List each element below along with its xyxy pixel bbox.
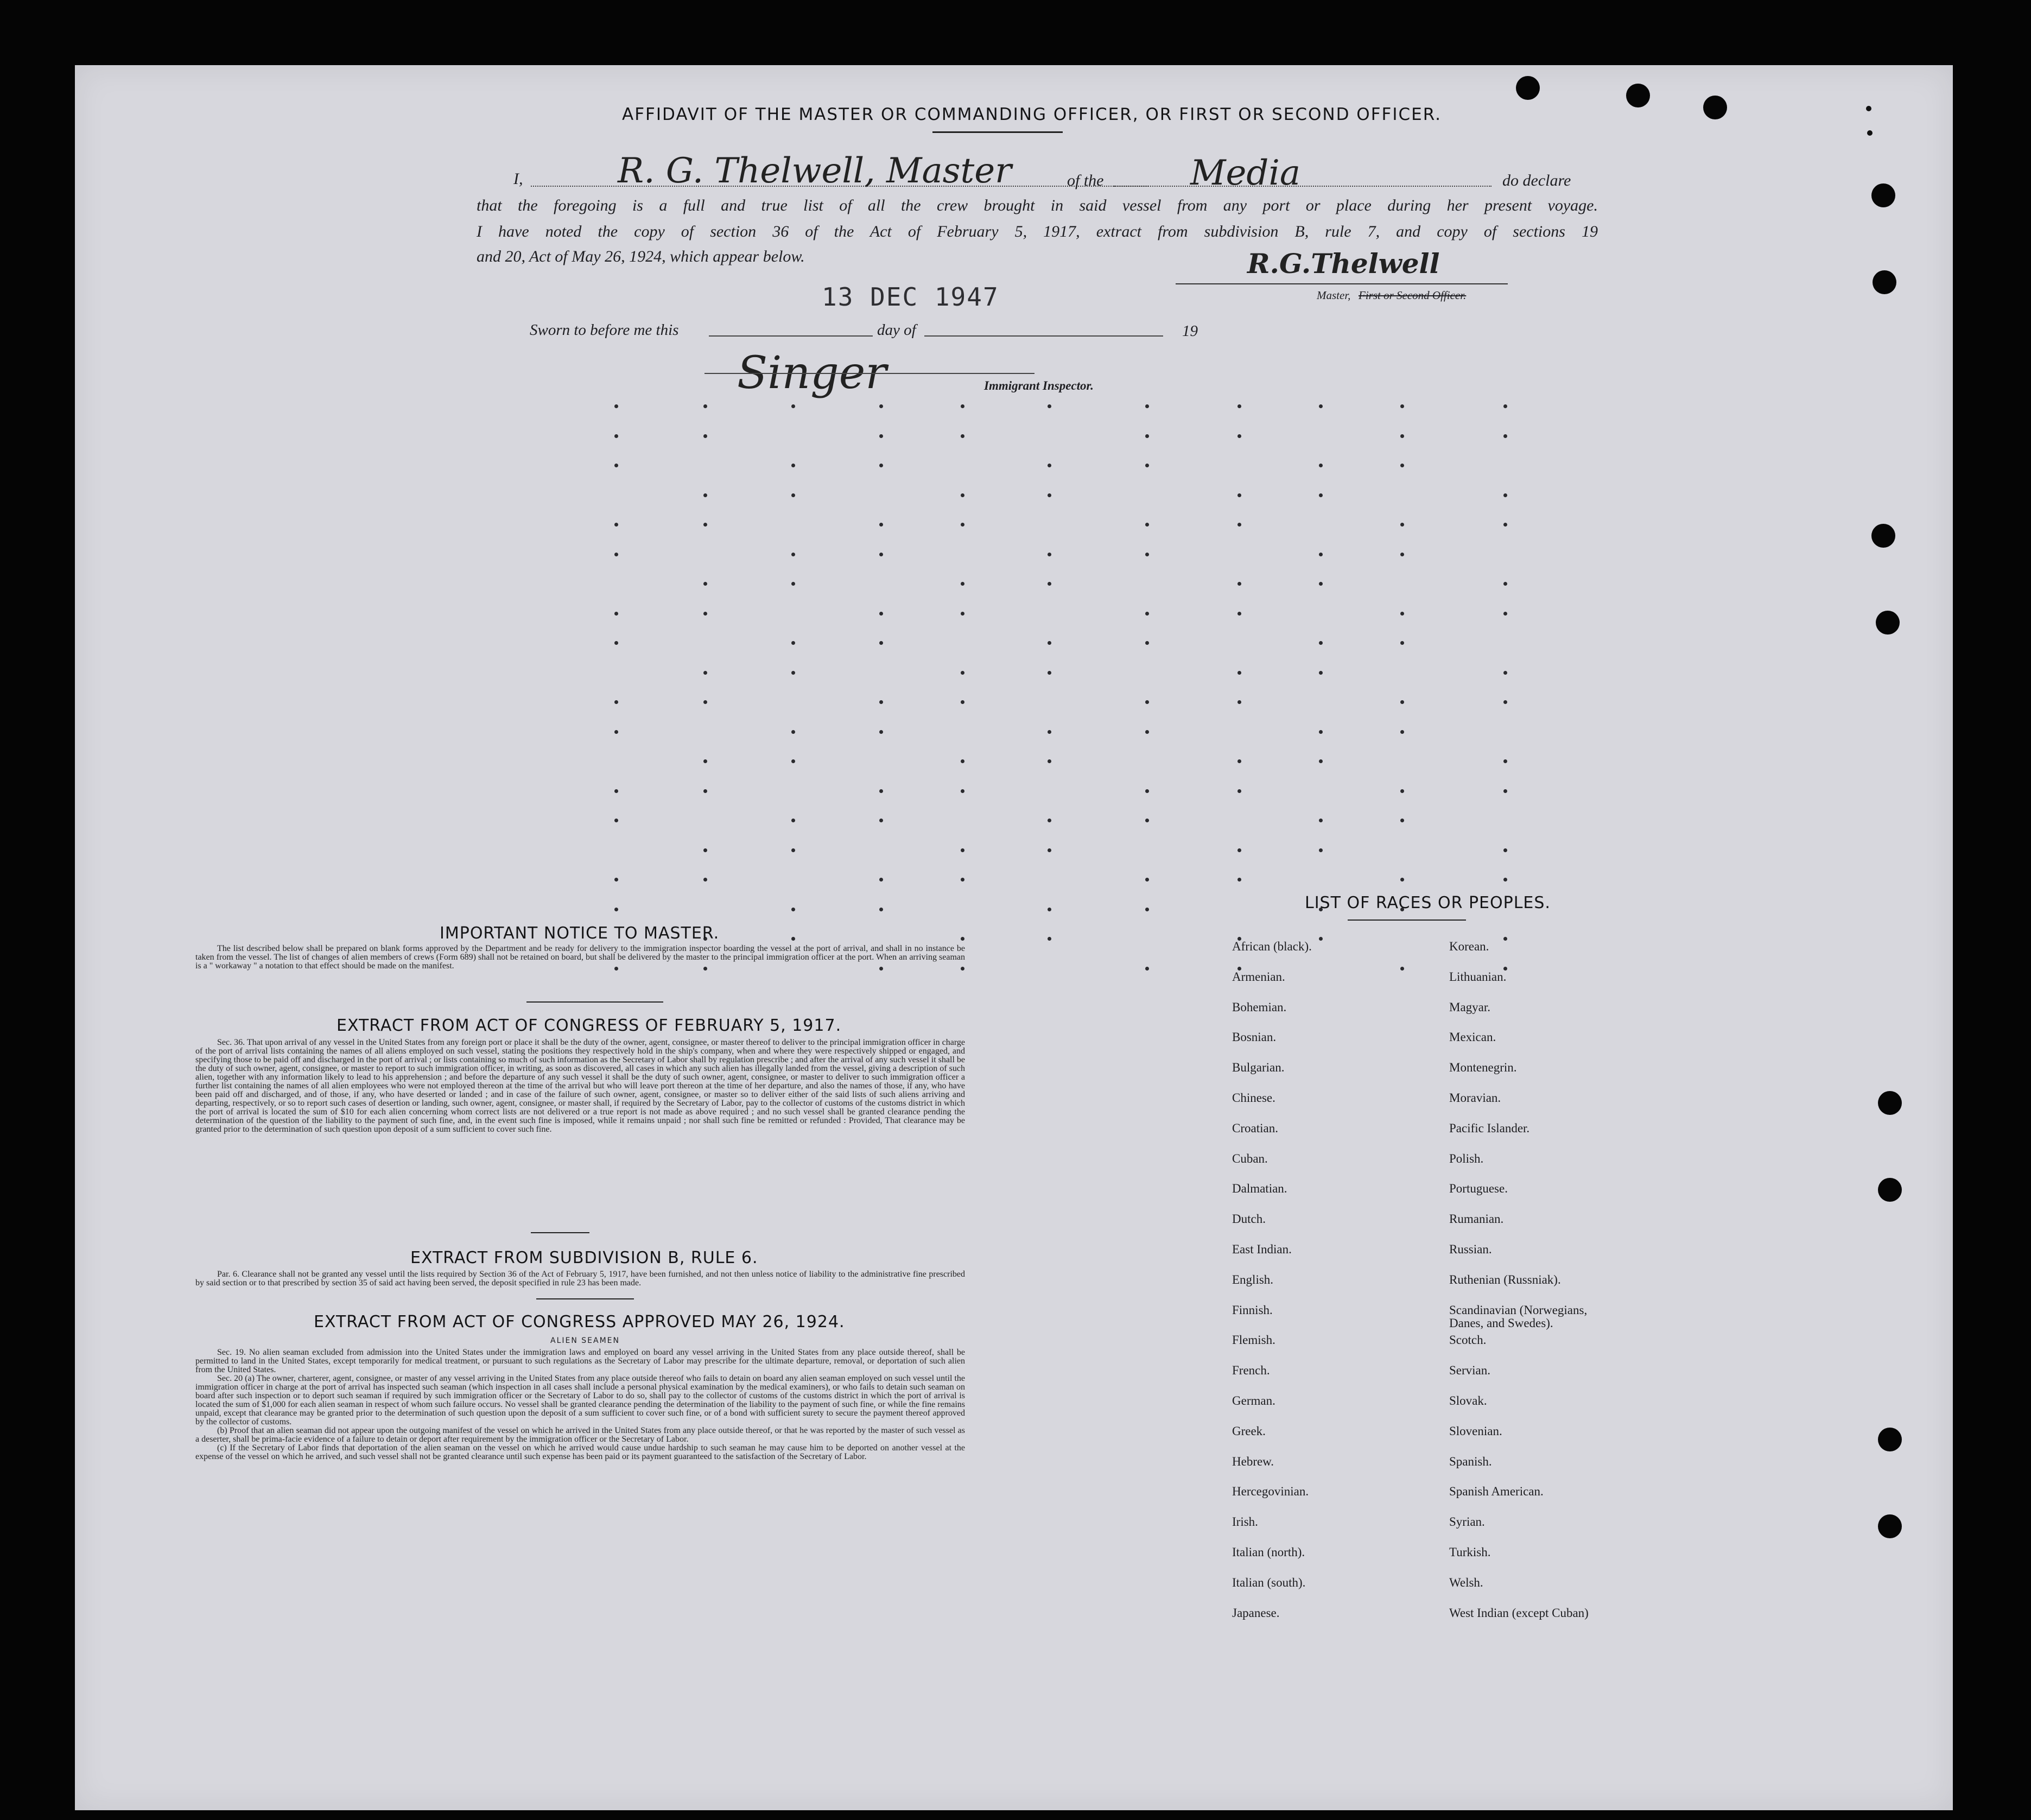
guide-dot bbox=[1400, 464, 1404, 467]
guide-dot bbox=[1237, 671, 1241, 675]
guide-dot bbox=[1145, 523, 1149, 527]
sworn-text: Sworn to before me this bbox=[530, 321, 679, 339]
guide-dot bbox=[614, 434, 618, 438]
races-left-column bbox=[1232, 940, 1427, 1637]
race-item: Greek. bbox=[1232, 1424, 1266, 1438]
race-item: Croatian. bbox=[1232, 1121, 1278, 1135]
punch-hole bbox=[1516, 76, 1540, 100]
guide-dot bbox=[879, 404, 883, 408]
punch-hole bbox=[1878, 1428, 1902, 1451]
race-item: Russian. bbox=[1449, 1242, 1492, 1256]
guide-dot bbox=[791, 641, 795, 645]
race-item: Mexican. bbox=[1449, 1030, 1496, 1044]
punch-hole bbox=[1878, 1178, 1902, 1202]
handwritten-vessel-name: Media bbox=[1190, 153, 1300, 193]
extract-1917-title: EXTRACT FROM ACT OF CONGRESS OF FEBRUARY 5, 1917. bbox=[337, 1016, 842, 1035]
guide-dot bbox=[1145, 730, 1149, 734]
guide-dot bbox=[1048, 937, 1051, 941]
race-item: Lithuanian. bbox=[1449, 969, 1507, 984]
inspector-caption: Immigrant Inspector. bbox=[984, 379, 1094, 392]
guide-dot bbox=[1237, 582, 1241, 586]
rule-6-title: EXTRACT FROM SUBDIVISION B, RULE 6. bbox=[410, 1248, 758, 1267]
guide-dot bbox=[1319, 553, 1323, 556]
guide-dot bbox=[1400, 819, 1404, 822]
guide-dot bbox=[1503, 759, 1507, 763]
guide-dot bbox=[879, 612, 883, 616]
guide-dot bbox=[961, 523, 964, 527]
guide-dot bbox=[791, 848, 795, 852]
race-item: Bulgarian. bbox=[1232, 1061, 1285, 1075]
guide-dot bbox=[1503, 582, 1507, 586]
affidavit-body-line-2: I have noted the copy of section 36 of the Act of February 5, 1917, extract from subdivision B, rule 7, and copy of sections 19 bbox=[477, 223, 1598, 240]
guide-dot bbox=[1319, 582, 1323, 586]
race-item: Flemish. bbox=[1232, 1333, 1275, 1347]
guide-dot bbox=[1400, 612, 1404, 616]
guide-dot bbox=[1237, 878, 1241, 882]
race-item: Servian. bbox=[1449, 1364, 1491, 1378]
guide-dot bbox=[879, 434, 883, 438]
guide-dot bbox=[791, 582, 795, 586]
race-item: Armenian. bbox=[1232, 969, 1285, 984]
guide-dot bbox=[791, 937, 795, 941]
guide-dot bbox=[1048, 819, 1051, 822]
guide-dot bbox=[1237, 848, 1241, 852]
punch-hole bbox=[1871, 183, 1895, 207]
guide-dot bbox=[961, 493, 964, 497]
extract-1917-text bbox=[195, 1038, 965, 1134]
guide-dot bbox=[1048, 848, 1051, 852]
race-item: Dutch. bbox=[1232, 1212, 1266, 1226]
master-signature: R.G.Thelwell bbox=[1247, 248, 1440, 280]
race-item: Scandinavian (Norwegians, Danes, and Swedes). bbox=[1449, 1303, 1588, 1330]
race-item: Rumanian. bbox=[1449, 1212, 1504, 1226]
inspector-signature: Singer bbox=[737, 347, 887, 399]
guide-dot bbox=[791, 730, 795, 734]
guide-dot bbox=[1048, 730, 1051, 734]
race-item: Italian (north). bbox=[1232, 1545, 1305, 1559]
race-item: Bosnian. bbox=[1232, 1030, 1277, 1044]
guide-dot bbox=[703, 582, 707, 586]
guide-dot bbox=[703, 434, 707, 438]
race-item: Chinese. bbox=[1232, 1090, 1275, 1105]
guide-dot bbox=[1319, 730, 1323, 734]
pin-hole bbox=[1867, 130, 1873, 136]
guide-dot bbox=[879, 553, 883, 556]
race-item: Welsh. bbox=[1449, 1575, 1483, 1589]
guide-dot bbox=[1048, 404, 1051, 408]
alien-seamen-subtitle: ALIEN SEAMEN bbox=[550, 1336, 620, 1345]
guide-dot bbox=[961, 582, 964, 586]
race-item: Portuguese. bbox=[1449, 1182, 1508, 1196]
sec-20b-paragraph: (b) Proof that an alien seaman did not appear upon the outgoing manifest of the vessel on which he arrived in the United States from any place outside thereof, or that he was reported by the master of such vessel as a deserter, shall be prima-facie evidence of a failure to detain or deport after requirement by the immigration officer or the Secretary of Labor. bbox=[195, 1426, 965, 1444]
guide-dot bbox=[1319, 848, 1323, 852]
guide-dot bbox=[791, 671, 795, 675]
guide-dot bbox=[1503, 612, 1507, 616]
punch-hole bbox=[1876, 611, 1900, 635]
signature-caption-master: Master, bbox=[1317, 289, 1351, 302]
guide-dot bbox=[614, 908, 618, 911]
guide-dot bbox=[1319, 404, 1323, 408]
guide-dot bbox=[879, 730, 883, 734]
race-item: Scotch. bbox=[1449, 1333, 1487, 1347]
race-item: Hercegovinian. bbox=[1232, 1485, 1309, 1499]
day-of-text: day of bbox=[877, 321, 916, 339]
notice-paragraph: The list described below shall be prepared on blank forms approved by the Department and be ready for delivery to the immigration inspector boarding the vessel at the port of arrival, and shall in no instance be taken from the vessel. The list of changes of alien members of crews (Form 689) shall not be retained on board, but shall be delivered by the master to the principal immigration officer at the port. When an arriving seaman is a " workaway " a notation to that effect should be made on the manifest. bbox=[195, 944, 965, 971]
signature-line bbox=[1176, 283, 1508, 284]
year-prefix: 19 bbox=[1182, 322, 1198, 340]
notice-title: IMPORTANT NOTICE TO MASTER. bbox=[440, 924, 720, 943]
inspector-line bbox=[704, 373, 1034, 374]
guide-dot bbox=[1145, 553, 1149, 556]
affidavit-i: I, bbox=[513, 170, 523, 188]
guide-dot bbox=[1503, 700, 1507, 704]
handwritten-master-name: R. G. Thelwell, Master bbox=[618, 151, 1012, 191]
race-item: English. bbox=[1232, 1272, 1274, 1286]
race-item: Finnish. bbox=[1232, 1303, 1273, 1317]
guide-dot bbox=[614, 612, 618, 616]
guide-dot bbox=[879, 641, 883, 645]
races-title: LIST OF RACES OR PEOPLES. bbox=[1305, 893, 1551, 912]
guide-dot bbox=[703, 789, 707, 793]
races-right-column bbox=[1449, 940, 1704, 1637]
sec-19-paragraph: Sec. 19. No alien seaman excluded from admission into the United States under the immigration laws and employed on board any vessel arriving in the United States from any place outside thereof, shall be permitted to land in the United States, except temporarily for medical treatment, or pursuant to such regulations as the Secretary of Labor may prescribe for the ultimate departure, removal, or deportation of such alien from the United States. bbox=[195, 1348, 965, 1374]
sworn-month-field bbox=[924, 335, 1163, 337]
guide-dot bbox=[1237, 700, 1241, 704]
guide-dot bbox=[1319, 819, 1323, 822]
guide-dot bbox=[614, 878, 618, 882]
sworn-day-field bbox=[709, 335, 873, 337]
guide-dot bbox=[614, 819, 618, 822]
guide-dot bbox=[791, 404, 795, 408]
guide-dot bbox=[1145, 404, 1149, 408]
guide-dot bbox=[614, 464, 618, 467]
guide-dot bbox=[614, 730, 618, 734]
race-item: Ruthenian (Russniak). bbox=[1449, 1272, 1561, 1286]
guide-dot bbox=[1503, 671, 1507, 675]
guide-dot bbox=[1145, 908, 1149, 911]
punch-hole bbox=[1873, 270, 1896, 294]
race-item: Slovak. bbox=[1449, 1393, 1487, 1407]
guide-dot bbox=[961, 671, 964, 675]
sec-20c-paragraph: (c) If the Secretary of Labor finds that deportation of the alien seaman on the vessel on which he arrived would cause undue hardship to such seaman he may cause him to be deported on another vessel at the expense of the vessel on which he arrived, and such vessel shall not be granted clearance until such expense has been paid or its payment guaranteed to the satisfaction of the Secretary of Labor. bbox=[195, 1443, 965, 1461]
race-item: Montenegrin. bbox=[1449, 1061, 1517, 1075]
pin-hole bbox=[1866, 106, 1871, 111]
guide-dot bbox=[703, 671, 707, 675]
race-item: Slovenian. bbox=[1449, 1424, 1502, 1438]
guide-dot bbox=[1503, 493, 1507, 497]
race-item: French. bbox=[1232, 1364, 1270, 1378]
guide-dot bbox=[791, 553, 795, 556]
guide-dot bbox=[1400, 434, 1404, 438]
race-item: Syrian. bbox=[1449, 1515, 1485, 1529]
guide-dot bbox=[879, 819, 883, 822]
guide-dot bbox=[703, 523, 707, 527]
guide-dot bbox=[791, 908, 795, 911]
guide-dot bbox=[1048, 908, 1051, 911]
guide-dot bbox=[879, 464, 883, 467]
guide-dot bbox=[1237, 612, 1241, 616]
affidavit-body-line-1: that the foregoing is a full and true list of all the crew brought in said vessel from any port or place during her present voyage. bbox=[477, 196, 1598, 214]
race-item: African (black). bbox=[1232, 940, 1312, 953]
guide-dot bbox=[1319, 759, 1323, 763]
guide-dot bbox=[1048, 464, 1051, 467]
race-item: East Indian. bbox=[1232, 1242, 1292, 1256]
sec-20a-paragraph: Sec. 20 (a) The owner, charterer, agent, consignee, or master of any vessel arriving in the United States from any place outside thereof who fails to detain on board any alien seaman employed on such vessel until the immigration officer in charge at the port of arrival has inspected such seaman (which inspection in all cases shall include a personal physical examination by the medical examiners), or who fails to detain such seaman on board after such inspection or to deport such seaman if required by such immigration officer or the Secretary of Labor to do so, shall pay to the collector of customs of the customs district in which the port of arrival is located the sum of $1,000 for each alien seaman in respect of whom such failure occurs. No vessel shall be granted clearance pending the determination of the liability to the payment of such fine, or while the fine remains unpaid, except that clearance may be granted prior to the determination of such question upon the deposit of a sum sufficient to cover such fine, or of a bond with sufficient surety to secure the payment thereof approved by the collector of customs. bbox=[195, 1374, 965, 1426]
guide-dot bbox=[1319, 641, 1323, 645]
date-stamp: 13 DEC 1947 bbox=[822, 282, 999, 312]
race-item: Turkish. bbox=[1449, 1545, 1491, 1559]
guide-dot bbox=[703, 700, 707, 704]
guide-dot bbox=[1503, 523, 1507, 527]
divider bbox=[932, 131, 1063, 133]
race-item: Bohemian. bbox=[1232, 1000, 1287, 1014]
race-item: Magyar. bbox=[1449, 1000, 1491, 1014]
guide-dot bbox=[703, 493, 707, 497]
guide-dot bbox=[961, 759, 964, 763]
guide-dot bbox=[961, 878, 964, 882]
divider bbox=[1348, 919, 1466, 921]
punch-hole bbox=[1703, 96, 1727, 119]
rule-6-text bbox=[195, 1270, 965, 1288]
guide-dot bbox=[1048, 641, 1051, 645]
guide-dot bbox=[1400, 553, 1404, 556]
race-item: Korean. bbox=[1449, 940, 1489, 953]
punch-hole bbox=[1626, 84, 1650, 107]
guide-dot bbox=[1400, 523, 1404, 527]
punch-hole bbox=[1878, 1514, 1902, 1538]
guide-dot bbox=[961, 700, 964, 704]
race-item: Cuban. bbox=[1232, 1151, 1268, 1165]
guide-dot bbox=[961, 434, 964, 438]
race-item: German. bbox=[1232, 1393, 1275, 1407]
race-item: Dalmatian. bbox=[1232, 1182, 1287, 1196]
guide-dot bbox=[1145, 967, 1149, 971]
guide-dot bbox=[1048, 493, 1051, 497]
guide-dot bbox=[1145, 464, 1149, 467]
guide-dot bbox=[1400, 878, 1404, 882]
guide-dot bbox=[791, 493, 795, 497]
race-item: Japanese. bbox=[1232, 1606, 1280, 1620]
guide-dot bbox=[1503, 404, 1507, 408]
paper-sheet bbox=[75, 65, 1953, 1810]
guide-dot bbox=[703, 759, 707, 763]
race-item: Moravian. bbox=[1449, 1090, 1501, 1105]
guide-dot bbox=[1237, 434, 1241, 438]
vessel-name-field bbox=[1114, 186, 1491, 187]
guide-dot bbox=[791, 759, 795, 763]
guide-dot bbox=[1145, 641, 1149, 645]
divider bbox=[536, 1298, 634, 1299]
guide-dot bbox=[1503, 789, 1507, 793]
guide-dot bbox=[1503, 434, 1507, 438]
guide-dot bbox=[1237, 759, 1241, 763]
guide-dot bbox=[1400, 404, 1404, 408]
guide-dot bbox=[1503, 878, 1507, 882]
guide-dot bbox=[1503, 848, 1507, 852]
guide-dot bbox=[1319, 671, 1323, 675]
signature-caption-struck: First or Second Officer. bbox=[1359, 289, 1467, 302]
guide-dot bbox=[1145, 434, 1149, 438]
guide-dot bbox=[1319, 493, 1323, 497]
extract-1924-text bbox=[195, 1348, 965, 1461]
guide-dot bbox=[614, 553, 618, 556]
affidavit-title: AFFIDAVIT OF THE MASTER OR COMMANDING OFFICER, OR FIRST OR SECOND OFFICER. bbox=[622, 105, 1442, 124]
guide-dot bbox=[1048, 671, 1051, 675]
guide-dot bbox=[961, 789, 964, 793]
divider bbox=[531, 1232, 589, 1233]
guide-dot bbox=[879, 878, 883, 882]
guide-dot bbox=[1400, 641, 1404, 645]
guide-dot bbox=[961, 848, 964, 852]
race-item: Italian (south). bbox=[1232, 1575, 1306, 1589]
race-item: Irish. bbox=[1232, 1515, 1258, 1529]
guide-dot bbox=[1237, 789, 1241, 793]
guide-dot bbox=[614, 523, 618, 527]
notice-text bbox=[195, 944, 965, 971]
divider bbox=[526, 1001, 663, 1003]
race-item: West Indian (except Cuban) bbox=[1449, 1606, 1589, 1620]
guide-dot bbox=[879, 789, 883, 793]
guide-dot bbox=[1400, 789, 1404, 793]
guide-dot bbox=[614, 404, 618, 408]
guide-dot bbox=[1237, 404, 1241, 408]
guide-dot bbox=[961, 937, 964, 941]
guide-dot bbox=[879, 700, 883, 704]
guide-dot bbox=[1145, 819, 1149, 822]
affidavit-of-the: of the bbox=[1067, 172, 1104, 189]
race-item: Pacific Islander. bbox=[1449, 1121, 1530, 1135]
guide-dot bbox=[1048, 553, 1051, 556]
guide-dot bbox=[614, 700, 618, 704]
guide-dot bbox=[1237, 523, 1241, 527]
guide-dot bbox=[961, 612, 964, 616]
affidavit-do-declare: do declare bbox=[1502, 172, 1571, 189]
race-item: Spanish American. bbox=[1449, 1485, 1544, 1499]
race-item: Hebrew. bbox=[1232, 1454, 1274, 1468]
guide-dot bbox=[1400, 700, 1404, 704]
punch-hole bbox=[1871, 524, 1895, 548]
guide-dot bbox=[879, 908, 883, 911]
guide-dot bbox=[1145, 612, 1149, 616]
guide-dot bbox=[703, 848, 707, 852]
guide-dot bbox=[1048, 759, 1051, 763]
guide-dot bbox=[614, 641, 618, 645]
race-item: Spanish. bbox=[1449, 1454, 1492, 1468]
affidavit-body-line-3: and 20, Act of May 26, 1924, which appear below. bbox=[477, 248, 805, 265]
guide-dot bbox=[614, 789, 618, 793]
guide-dot bbox=[791, 819, 795, 822]
guide-dot bbox=[791, 464, 795, 467]
guide-dot bbox=[961, 404, 964, 408]
guide-dot bbox=[1237, 493, 1241, 497]
guide-dot bbox=[1048, 582, 1051, 586]
rule-6-paragraph: Par. 6. Clearance shall not be granted any vessel until the lists required by Section 36 of the Act of February 5, 1917, have been furnished, and not then unless notice of liability to the administrative fine prescribed by said section or to that prescribed by section 35 of said act having been served, the deposit specified in rule 23 has been made. bbox=[195, 1270, 965, 1288]
extract-1924-title: EXTRACT FROM ACT OF CONGRESS APPROVED MAY 26, 1924. bbox=[314, 1312, 845, 1331]
race-item: Polish. bbox=[1449, 1151, 1484, 1165]
guide-dot bbox=[703, 878, 707, 882]
guide-dot bbox=[1400, 730, 1404, 734]
guide-dot bbox=[1319, 464, 1323, 467]
guide-dot bbox=[703, 612, 707, 616]
punch-hole bbox=[1878, 1091, 1902, 1115]
extract-1917-paragraph: Sec. 36. That upon arrival of any vessel in the United States from any foreign port or place it shall be the duty of the owner, agent, consignee, or master thereof to deliver to the principal immigration officer in charge of the port of arrival lists containing the names of all aliens employed on such vessel, stating the positions they respectively hold in the ship's company, when and where they were respectively shipped or engaged, and specifying those to be paid off and discharged in the port of arrival ; or lists containing so much of such information as the Secretary of Labor shall by regulation prescribe ; and after the arrival of any such vessel it shall be the duty of such owner, agent, consignee, or master to report to such immigration officer, in writing, as soon as discovered, all cases in which any such alien has illegally landed from the vessel, giving a description of such alien, together with any information likely to lead to his apprehension ; and before the departure of any such vessel it shall be the duty of such owner, agent, consignee, or master to deliver to such immigration officer a further list containing the names of all alien employees who were not employed thereon at the time of the arrival but who will leave port thereon at the time of her departure, and also the names of those, if any, who have been paid off and discharged, and of those, if any, who have deserted or landed ; and in case of the failure of such owner, agent, consignee, or master so to deliver either of the said lists of such aliens arriving and departing, respectively, or so to report such cases of desertion or landing, such owner, agent, consignee, or master shall, if required by the Secretary of Labor, pay to the collector of customs of the customs district in which the port of arrival is located the sum of $10 for each alien concerning whom correct lists are not delivered or a true report is not made as above required ; and no such vessel shall be granted clearance pending the determination of the question of the liability to the payment of such fine, and, in the event such fine is imposed, while it remains unpaid ; nor shall such fine be remitted or refunded : Provided, That clearance may be granted prior to the determination of such question upon deposit of a sum sufficient to cover such fine. bbox=[195, 1038, 965, 1134]
guide-dot bbox=[879, 523, 883, 527]
guide-dot bbox=[1145, 878, 1149, 882]
guide-dot bbox=[703, 404, 707, 408]
guide-dot bbox=[1145, 700, 1149, 704]
guide-dot bbox=[1145, 789, 1149, 793]
